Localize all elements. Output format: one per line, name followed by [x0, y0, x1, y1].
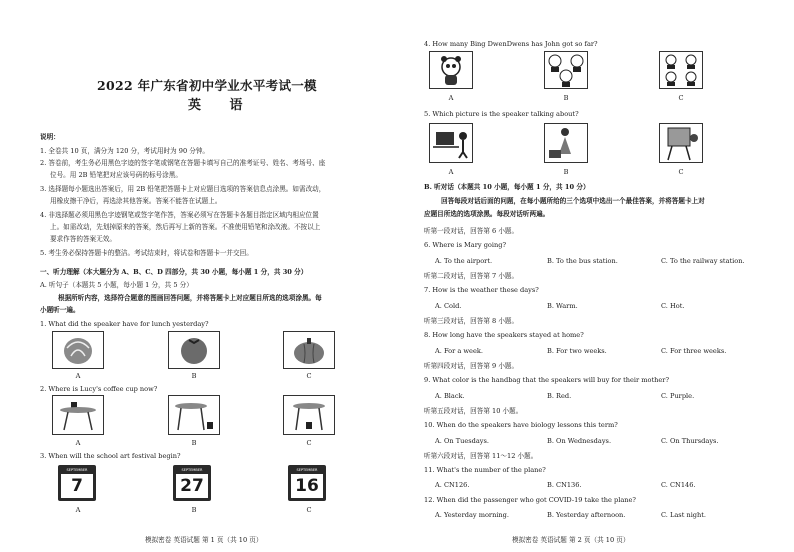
- question-9: 9. What color is the handbag that the speakers will buy for their mother?: [424, 376, 669, 384]
- note-line: 要求作答的答案无效。: [50, 235, 116, 243]
- option-text: A. Yesterday morning.: [435, 511, 509, 519]
- option-text: B. Red.: [547, 392, 572, 400]
- note-line: 1. 全卷共 10 页，满分为 120 分，考试用时为 90 分钟。: [40, 147, 210, 155]
- question-6: 6. Where is Mary going?: [424, 241, 507, 249]
- note-line: 上。如需改动，先划掉原来的答案，然后再写上新的答案。不准使用铅笔和涂改液。不按以上: [50, 223, 321, 231]
- dialogue-intro: 听第四段对话，回答第 9 小题。: [424, 362, 519, 370]
- option-label: C: [306, 439, 312, 447]
- option-label: C: [678, 168, 684, 176]
- option-image-cup-on-table: [52, 395, 104, 435]
- partB-instruction: 回答每段对话后面的问题，在每小题所给的三个选项中选出一个最佳答案，并将答题卡上对: [441, 197, 705, 205]
- page-footer: 模拟密卷 英语试题 第 2 页（共 10 页）: [512, 536, 630, 544]
- dialogue-intro: 听第一段对话，回答第 6 小题。: [424, 227, 519, 235]
- option-text: A. To the airport.: [435, 257, 493, 265]
- table-cup-icon: [284, 396, 334, 434]
- option-image-cup-beside-table: [168, 395, 220, 435]
- option-text: C. Purple.: [661, 392, 695, 400]
- option-text: C. To the railway station.: [661, 257, 745, 265]
- dialogue-intro: 听第五段对话，回答第 10 小题。: [424, 407, 523, 415]
- calendar-icon: [288, 465, 326, 501]
- question-4: 4. How many Bing DwenDwens has John got so far?: [424, 40, 598, 48]
- option-image-panda-four: [659, 51, 703, 89]
- option-text: C. On Thursdays.: [661, 437, 719, 445]
- panda-icon: [545, 52, 587, 88]
- exam-title: 2022 年广东省初中学业水平考试一模: [97, 78, 317, 93]
- option-image-girl-piano: [544, 123, 588, 163]
- question-12: 12. When did the passenger who got COVID-19 take the plane?: [424, 496, 636, 504]
- tomato-icon: [169, 332, 219, 368]
- panda-icon: [430, 52, 472, 88]
- option-text: A. CN126.: [435, 481, 470, 489]
- calendar-icon: [173, 465, 211, 501]
- question-11: 11. What's the number of the plane?: [424, 466, 546, 474]
- option-label: C: [306, 372, 312, 380]
- option-image-tomato: [168, 331, 220, 369]
- partA-instruction: 根据所听内容，选择符合题意的图画回答问题，并将答题卡上对应题目所选的选项涂黑。每: [58, 294, 322, 302]
- computer-icon: [430, 124, 472, 162]
- calendar-icon: [58, 465, 96, 501]
- note-line: 用橡皮擦干净后，再选涂其他答案。答案不能答在试题上。: [50, 197, 222, 205]
- option-image-computer-desk: [429, 123, 473, 163]
- partB-heading: B. 听对话（本题共 10 小题，每小题 1 分，共 10 分）: [424, 183, 590, 191]
- dialogue-intro: 听第六段对话，回答第 11～12 小题。: [424, 452, 538, 460]
- option-text: B. Warm.: [547, 302, 578, 310]
- option-image-cabbage: [52, 331, 104, 369]
- notes-heading: 说明：: [40, 133, 60, 141]
- calendar-day: 16: [291, 474, 323, 498]
- question-2: 2. Where is Lucy's coffee cup now?: [40, 385, 158, 393]
- option-label: A: [75, 506, 81, 514]
- option-text: C. CN146.: [661, 481, 696, 489]
- calendar-day: 27: [176, 474, 208, 498]
- option-text: A. Black.: [435, 392, 465, 400]
- section1-heading: 一、听力理解（本大题分为 A、B、C、D 四部分，共 30 小题，每小题 1 分，共 30 分）: [40, 268, 308, 276]
- question-7: 7. How is the weather these days?: [424, 286, 539, 294]
- calendar-month: SEPTEMBER: [296, 468, 318, 472]
- partB-instruction: 应题目所选的选项涂黑。每段对话听两遍。: [424, 210, 550, 218]
- option-label: B: [191, 506, 197, 514]
- page-footer: 模拟密卷 英语试题 第 1 页（共 10 页）: [145, 536, 263, 544]
- calendar-day: 7: [61, 474, 93, 498]
- note-line: 4. 非选择题必须用黑色字迹钢笔或签字笔作答，答案必须写在答题卡各题目指定区域内相应位置: [40, 211, 319, 219]
- partA-heading: A. 听句子（本题共 5 小题，每小题 1 分，共 5 分）: [40, 281, 193, 289]
- option-label: A: [448, 94, 454, 102]
- note-line: 位号。用 2B 铅笔把对应该号码的标号涂黑。: [50, 171, 182, 179]
- question-5: 5. Which picture is the speaker talking about?: [424, 110, 579, 118]
- option-label: C: [678, 94, 684, 102]
- option-text: C. Last night.: [661, 511, 707, 519]
- panda-icon: [660, 52, 702, 88]
- partA-instruction: 小题听一遍。: [40, 306, 80, 314]
- easel-icon: [660, 124, 702, 162]
- option-label: A: [75, 439, 81, 447]
- cabbage-icon: [53, 332, 103, 368]
- option-image-pumpkin: [283, 331, 335, 369]
- exam-subject: 英 语: [188, 98, 255, 113]
- option-label: A: [75, 372, 81, 380]
- option-text: A. On Tuesdays.: [435, 437, 489, 445]
- dialogue-intro: 听第二段对话，回答第 7 小题。: [424, 272, 519, 280]
- table-cup-icon: [53, 396, 103, 434]
- note-line: 5. 考生务必保持答题卡的整洁。考试结束时，将试卷和答题卡一并交回。: [40, 249, 253, 257]
- pumpkin-icon: [284, 332, 334, 368]
- right-page: [397, 0, 794, 552]
- option-text: C. Hot.: [661, 302, 685, 310]
- option-text: B. CN136.: [547, 481, 582, 489]
- option-label: B: [191, 439, 197, 447]
- option-label: C: [306, 506, 312, 514]
- dialogue-intro: 听第三段对话，回答第 8 小题。: [424, 317, 519, 325]
- option-text: B. To the bus station.: [547, 257, 618, 265]
- table-cup-icon: [169, 396, 219, 434]
- option-text: C. For three weeks.: [661, 347, 727, 355]
- calendar-month: SEPTEMBER: [66, 468, 88, 472]
- option-label: B: [563, 168, 569, 176]
- option-image-panda-three: [544, 51, 588, 89]
- note-line: 2. 答卷前，考生务必用黑色字迹的签字笔或钢笔在答题卡填写自己的准考证号、姓名、考场号、座: [40, 159, 326, 167]
- question-1: 1. What did the speaker have for lunch yesterday?: [40, 320, 209, 328]
- option-image-panda-one: [429, 51, 473, 89]
- option-text: B. For two weeks.: [547, 347, 607, 355]
- option-image-cup-under-table: [283, 395, 335, 435]
- option-text: A. For a week.: [435, 347, 483, 355]
- option-label: A: [448, 168, 454, 176]
- option-label: B: [191, 372, 197, 380]
- option-text: B. On Wednesdays.: [547, 437, 612, 445]
- question-10: 10. When do the speakers have biology lessons this term?: [424, 421, 618, 429]
- option-text: B. Yesterday afternoon.: [547, 511, 626, 519]
- option-label: B: [563, 94, 569, 102]
- girl-icon: [545, 124, 587, 162]
- question-8: 8. How long have the speakers stayed at home?: [424, 331, 584, 339]
- question-3: 3. When will the school art festival begin?: [40, 452, 181, 460]
- option-image-painting-easel: [659, 123, 703, 163]
- note-line: 3. 选择题每小题选出答案后，用 2B 铅笔把答题卡上对应题目选项的答案信息点涂黑。如需改动，: [40, 185, 326, 193]
- option-text: A. Cold.: [435, 302, 462, 310]
- calendar-month: SEPTEMBER: [181, 468, 203, 472]
